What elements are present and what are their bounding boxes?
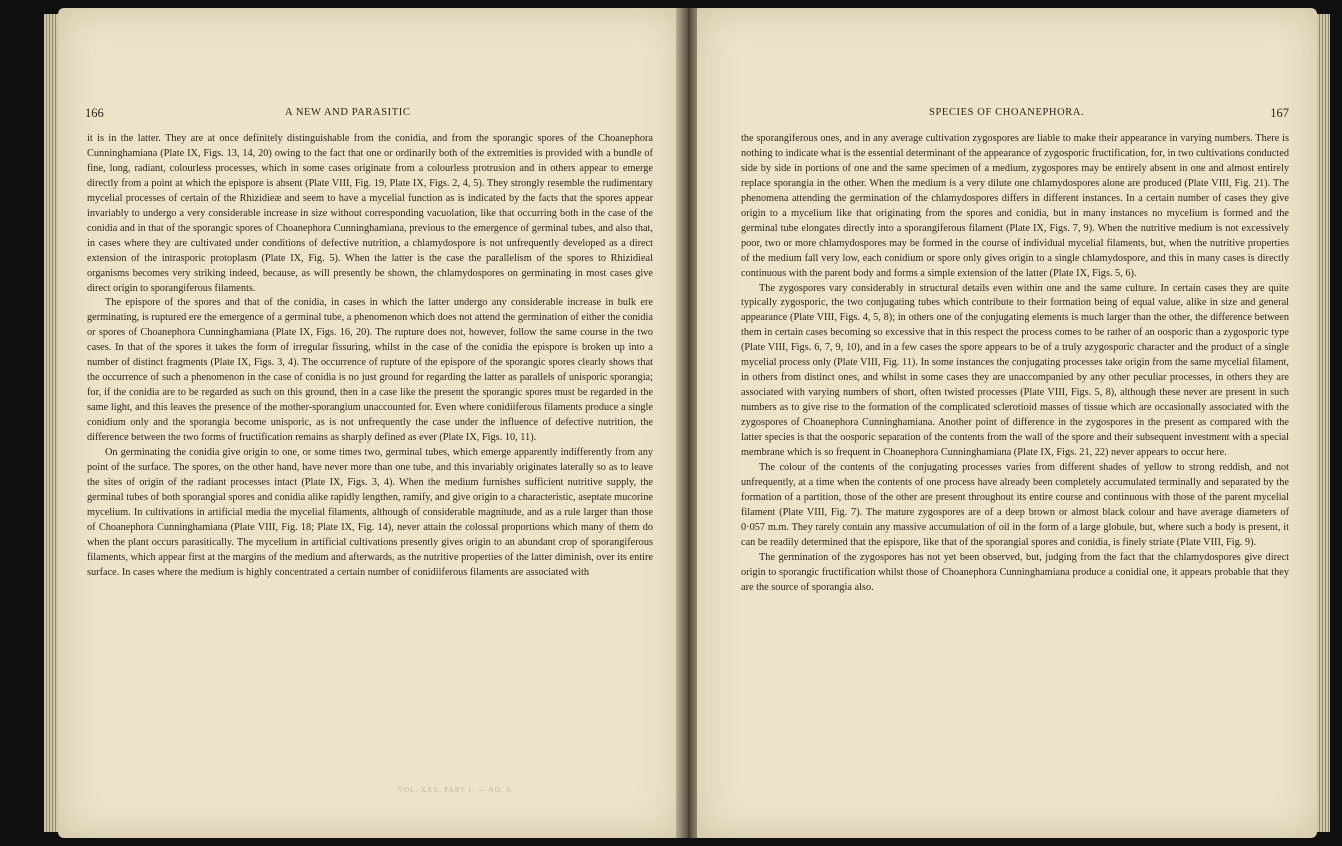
paragraph: The epispore of the spores and that of the conidia, in cases in which the latter undergo any considerable increase in bulk ere germinating, is ruptured ere the emergence of a germinal tube, a phenomenon which does not attend the germination of either the conidia or spores of Choanephora Cunninghamiana (Plate IX, Figs. 16, 20). The rupture does not, however, follow the same course in the two cases. In that of the spores it takes the form of irregular fissuring, whilst in the case of the conidia the epispore is broken up into a number of distinct fragments (Plate IX, Figs. 3, 4). The occurrence of rupture of the epispore of the sporangic spores clearly shows that the occurrence of such a phenomenon in the case of conidia is no just ground for regarding the latter as parallels of unisporic sporangia; for, if the conidia are to be regarded as such on this ground, then in a case like the present the sporangic spores must be regarded in the same light, and this leaves the presence of the mother-sporangium unaccounted for. Even where conidiiferous filaments produce a single conidium only and the sporangia become unisporic, as is not unfrequently the case under the influence of defective nutrition, the difference between the two forms of fructification remains as sharply defined as ever (Plate IX, Figs. 10, 11). xyxy=(87,297,653,444)
left-page-body xyxy=(87,132,653,581)
paragraph: The germination of the zygospores has not yet been observed, but, judging from the fact that the chlamydospores give direct origin to sporangic fructification whilst those of Choanephora Cunninghamiana produce a conidial one, it appears probable that they are the source of sporangia also. xyxy=(741,551,1289,593)
paragraph: The zygospores vary considerably in structural details even within one and the same culture. In certain cases they are quite typically zygosporic, the two conjugating tubes which contribute to their formation being of equal value, alike in size and general appearance (Plate VIII, Figs. 4, 5, 8); in others one of the conjugating elements is much larger than the other, the difference between them in certain cases becoming so excessive that in this respect the process comes to be rather of an oosporic than a zygosporic type (Plate VIII, Figs. 6, 7, 9, 10), and in a few cases the spore appears to be of a truly azygosporic character and the product of a single mycelial process only (Plate VIII, Fig. 11). In some instances the conjugating processes take origin from the same mycelial filament, in others from distinct ones, and whilst in some cases they are unaccompanied by any other peculiar processes, in others they are associated with varying numbers of short, often twisted processes (Plate VIII, Figs. 5, 8), although these never are present in such numbers as to give rise to the formation of the complicated sclerotioid masses of tissue which are occasionally associated with the zygospores of Choanephora Cunninghamiana. Another point of difference in the zygospores in the present as compared with the latter species is that the oosporic separation of the contents from the wall of the spore and their subsequent investment with a special membrane which is so frequent in Choanephora Cunninghamiana (Plate IX, Figs. 21, 22) never appears to occur here. xyxy=(741,282,1289,459)
paragraph: The colour of the contents of the conjugating processes varies from different shades of yellow to strong reddish, and not unfrequently, at a time when the contents of one process have already been completely accumulated terminally and separated by the formation of a partition, those of the other are present throughout its entire course and continuous with those of the parent mycelial filament (Plate VIII, Fig. 7). The mature zygospores are of a deep brown or almost black colour and have average diameters of 0·057 m.m. They rarely contain any massive accumulation of oil in the form of a large globule, but, where such a body is present, it can be readily determined that the epispore, like that of the sporangial spores and conidia, is finely striate (Plate VIII, Fig. 9). xyxy=(741,461,1289,548)
right-running-head: SPECIES OF CHOANEPHORA. xyxy=(929,107,1085,118)
paragraph: On germinating the conidia give origin to one, or some times two, germinal tubes, which emerge apparently indifferently from any point of the surface. The spores, on the other hand, have never more than one tube, and this invariably originates laterally so as to leave the sites of origin of the radiant processes intact (Plate IX, Figs. 3, 4). When the medium furnishes sufficient nutritive supply, the germinal tubes of both sporangial spores and conidia alike rapidly lengthen, ramify, and give origin to a characteristic, aseptate mucorine mycelium. In cultivations in artificial media the mycelial filaments, although of considerable magnitude, and as a rule larger than those of Choanephora Cunninghamiana (Plate VIII, Fig. 18; Plate IX, Fig. 14), never attain the colossal proportions which many of them do when the plant occurs parasitically. The mycelium in artificial cultivations presently gives origin to an abundant crop of sporangiferous filaments, which appear first at the margins of the medium and afterwards, as the nutritive properties of the latter diminish, over its entire surface. In cases where the medium is highly concentrated a certain number of conidiiferous filaments are associated with xyxy=(87,447,653,578)
left-running-head: A NEW AND PARASITIC xyxy=(285,107,411,118)
left-running-header xyxy=(85,106,659,121)
paragraph: it is in the latter. They are at once definitely distinguishable from the conidia, and from the sporangic spores of the Choanephora Cunninghamiana (Plate IX, Figs. 13, 14, 20) owing to the fact that one or ordinarily both of the extremities is provided with a bundle of fine, long, radiant, colourless processes, which in some cases originate from a colourless protrusion and in others appear to emerge directly from a point at which the epispore is absent (Plate VIII, Fig. 19, Plate IX, Figs. 2, 4, 5). They strongly resemble the rudimentary mycelial processes of certain of the Rhizidieæ and seem to have a mycelial function as is indicated by the facts that the spores appear invariably to undergo a very considerable increase in size without corresponding vacuolation, like that occurring both in the case of the conidia and in that of the sporangic spores of Choanephora Cunninghamiana, previous to the emergence of germinal tubes, and also that, in cases where they are cultivated under conditions of defective nutrition, a chlamydospore is not unfrequently developed as a direct extension of the intrasporic protoplasm (Plate IX, Fig. 5). When the latter is the case the parallelism of the spores to Rhizidieal organisms becomes very striking indeed, because, as will presently be shown, the chlamydospores on germinating in most cases give direct origin to sporangiferous filaments. xyxy=(87,133,653,294)
paragraph: the sporangiferous ones, and in any average cultivation zygospores are liable to make their appearance in varying numbers. There is nothing to indicate what is the essential determinant of the appearance of zygosporic fructification, for, in two cultivations conducted side by side in portions of one and the same specimen of a medium, zygospores may be entirely absent in one and almost entirely replace sporangia in the other. When the medium is a very dilute one chlamydospores alone are produced (Plate VIII, Fig. 21). The phenomena attending the germination of the chlamydospores differs in different instances. In a certain number of cases they give origin to a mycelium like that originating from the spores and conidia, but in many instances no mycelium is formed and the germinal tube elongates directly into a sporangiferous filament (Plate IX, Figs. 7, 9). When the nutritive medium is not excessively poor, two or more chlamydospores may be formed in the course of individual mycelial filaments, but, when the nutritive properties of the medium fall very low, each conidium or spore only gives origin to a single chlamydospore, and this in many cases is directly continuous with the parent body and forms a simple extension of the latter (Plate IX, Figs. 5, 6). xyxy=(741,133,1290,279)
left-page-footer: VOL. XXX. PART 1. — NO. 8. xyxy=(398,786,514,794)
right-page xyxy=(697,8,1317,838)
right-page-number: 167 xyxy=(1270,106,1289,120)
right-page-body xyxy=(741,132,1289,596)
left-page-number: 166 xyxy=(85,106,104,120)
left-page xyxy=(58,8,681,838)
